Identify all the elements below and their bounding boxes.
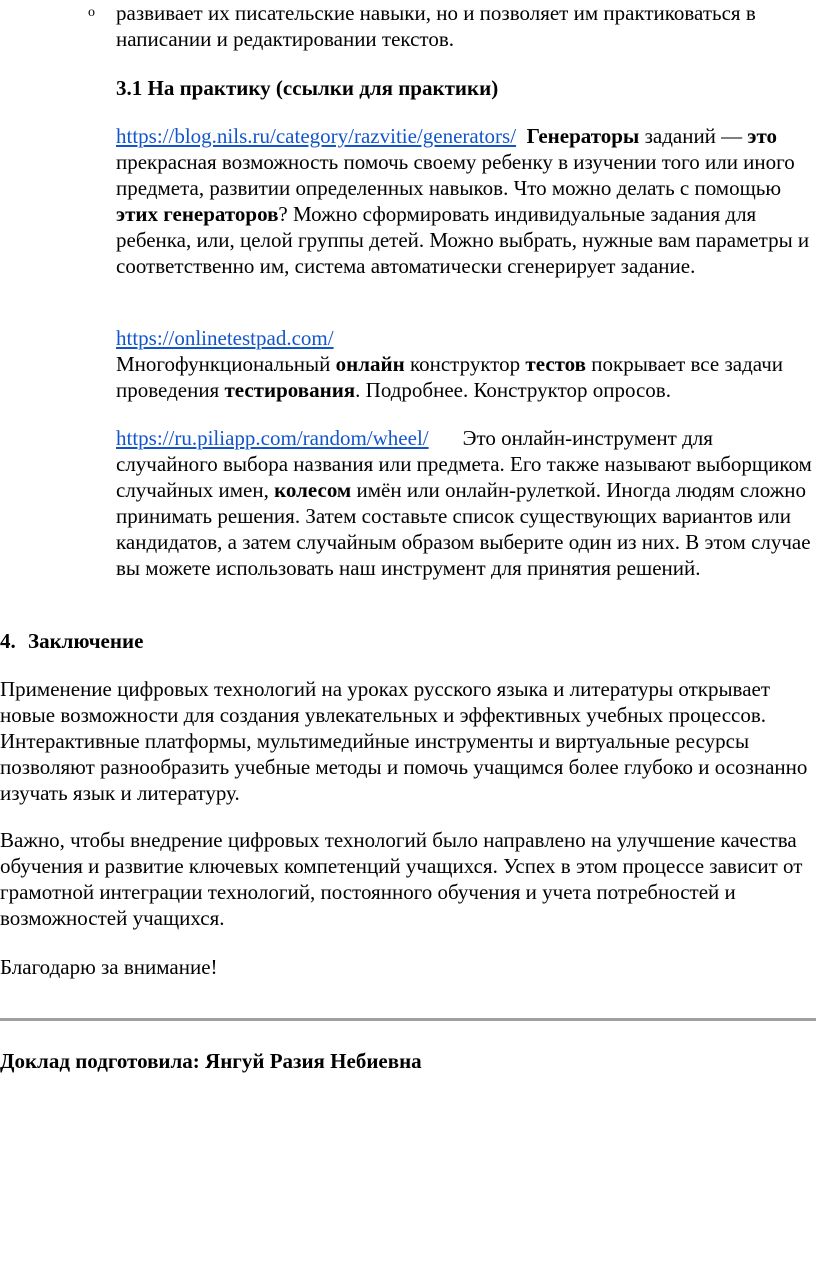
practice-heading-text: 3.1 На практику (ссылки для практики) [116,76,499,100]
generators-bold-3: этих генераторов [116,202,279,226]
onlinetestpad-text-1: Многофункциональный [116,352,336,376]
onlinetestpad-bold-1: онлайн [335,352,405,376]
onlinetestpad-bold-3: тестирования [224,378,356,402]
bullet-marker: o [88,5,95,20]
practice-heading [116,75,816,101]
generators-text-3: ? Можно сформировать индивидуальные задания для ребенка, или, целой группы детей. Можно выбрать, нужные вам параметры и соответственно им, система автоматически сгенерирует задание. [116,202,810,278]
conclusion-paragraph-2: Важно, чтобы внедрение цифровых технологий было направлено на улучшение качества обучения и развитие ключевых компетенций учащихся. Успех в этом процессе зависит от грамотной интеграции технологий, постоянного обучения и учета потребностей и возможностей учащихся. [0,828,803,930]
conclusion-paragraph-3: Благодарю за внимание! [0,955,218,979]
horizontal-divider [0,1018,816,1021]
practice-item-generators [116,123,816,279]
generators-bold-1: Генераторы [526,124,640,148]
conclusion-heading [0,628,816,654]
conclusion-paragraph-1: Применение цифровых технологий на уроках русского языка и литературы открывает новые возможности для создания увлекательных и эффективных учебных процессов. Интерактивные платформы, мультимедийные инструменты и виртуальные ресурсы позволяют разнообразить учебные методы и помочь учащимся более глубоко и осознанно изучать язык и литературу. [0,677,808,805]
onlinetestpad-text-4: . Подробнее. Конструктор опросов. [355,378,671,402]
wheel-bold-1: колесом [274,478,352,502]
generators-text-2: прекрасная возможность помочь своему ребенку в изучении того или иного предмета, развитии определенных навыков. Что можно делать с помощью [116,150,795,200]
practice-item-wheel [116,425,816,581]
conclusion-title: Заключение [28,629,144,653]
bullet-text: развивает их писательские навыки, но и позволяет им практиковаться в написании и редактировании текстов. [116,1,756,51]
onlinetestpad-text-3: покрывает все задачи проведения [116,352,784,402]
onlinetestpad-text-2: конструктор [404,352,526,376]
onlinetestpad-link[interactable]: https://onlinetestpad.com/ [116,326,334,350]
onlinetestpad-bold-2: тестов [525,352,586,376]
wheel-text-1: Это онлайн-инструмент для случайного выбора названия или предмета. Его также называют выборщиком случайных имен, [116,426,812,502]
generators-bold-2: это [747,124,778,148]
generators-link[interactable]: https://blog.nils.ru/category/razvitie/generators/ [116,124,517,148]
author-line [0,1048,816,1074]
author-text: Доклад подготовила: Янгуй Разия Небиевна [0,1049,422,1073]
wheel-text-2: имён или онлайн-рулеткой. Иногда людям сложно принимать решения. Затем составьте список существующих вариантов или кандидатов, а затем случайным образом выберите один из них. В этом случае вы можете использовать наш инструмент для принятия решений. [116,478,811,580]
conclusion-number: 4. [0,629,16,653]
wheel-link[interactable]: https://ru.piliapp.com/random/wheel/ [116,426,429,450]
generators-text-1: заданий — [639,124,748,148]
practice-item-onlinetestpad [116,325,816,403]
